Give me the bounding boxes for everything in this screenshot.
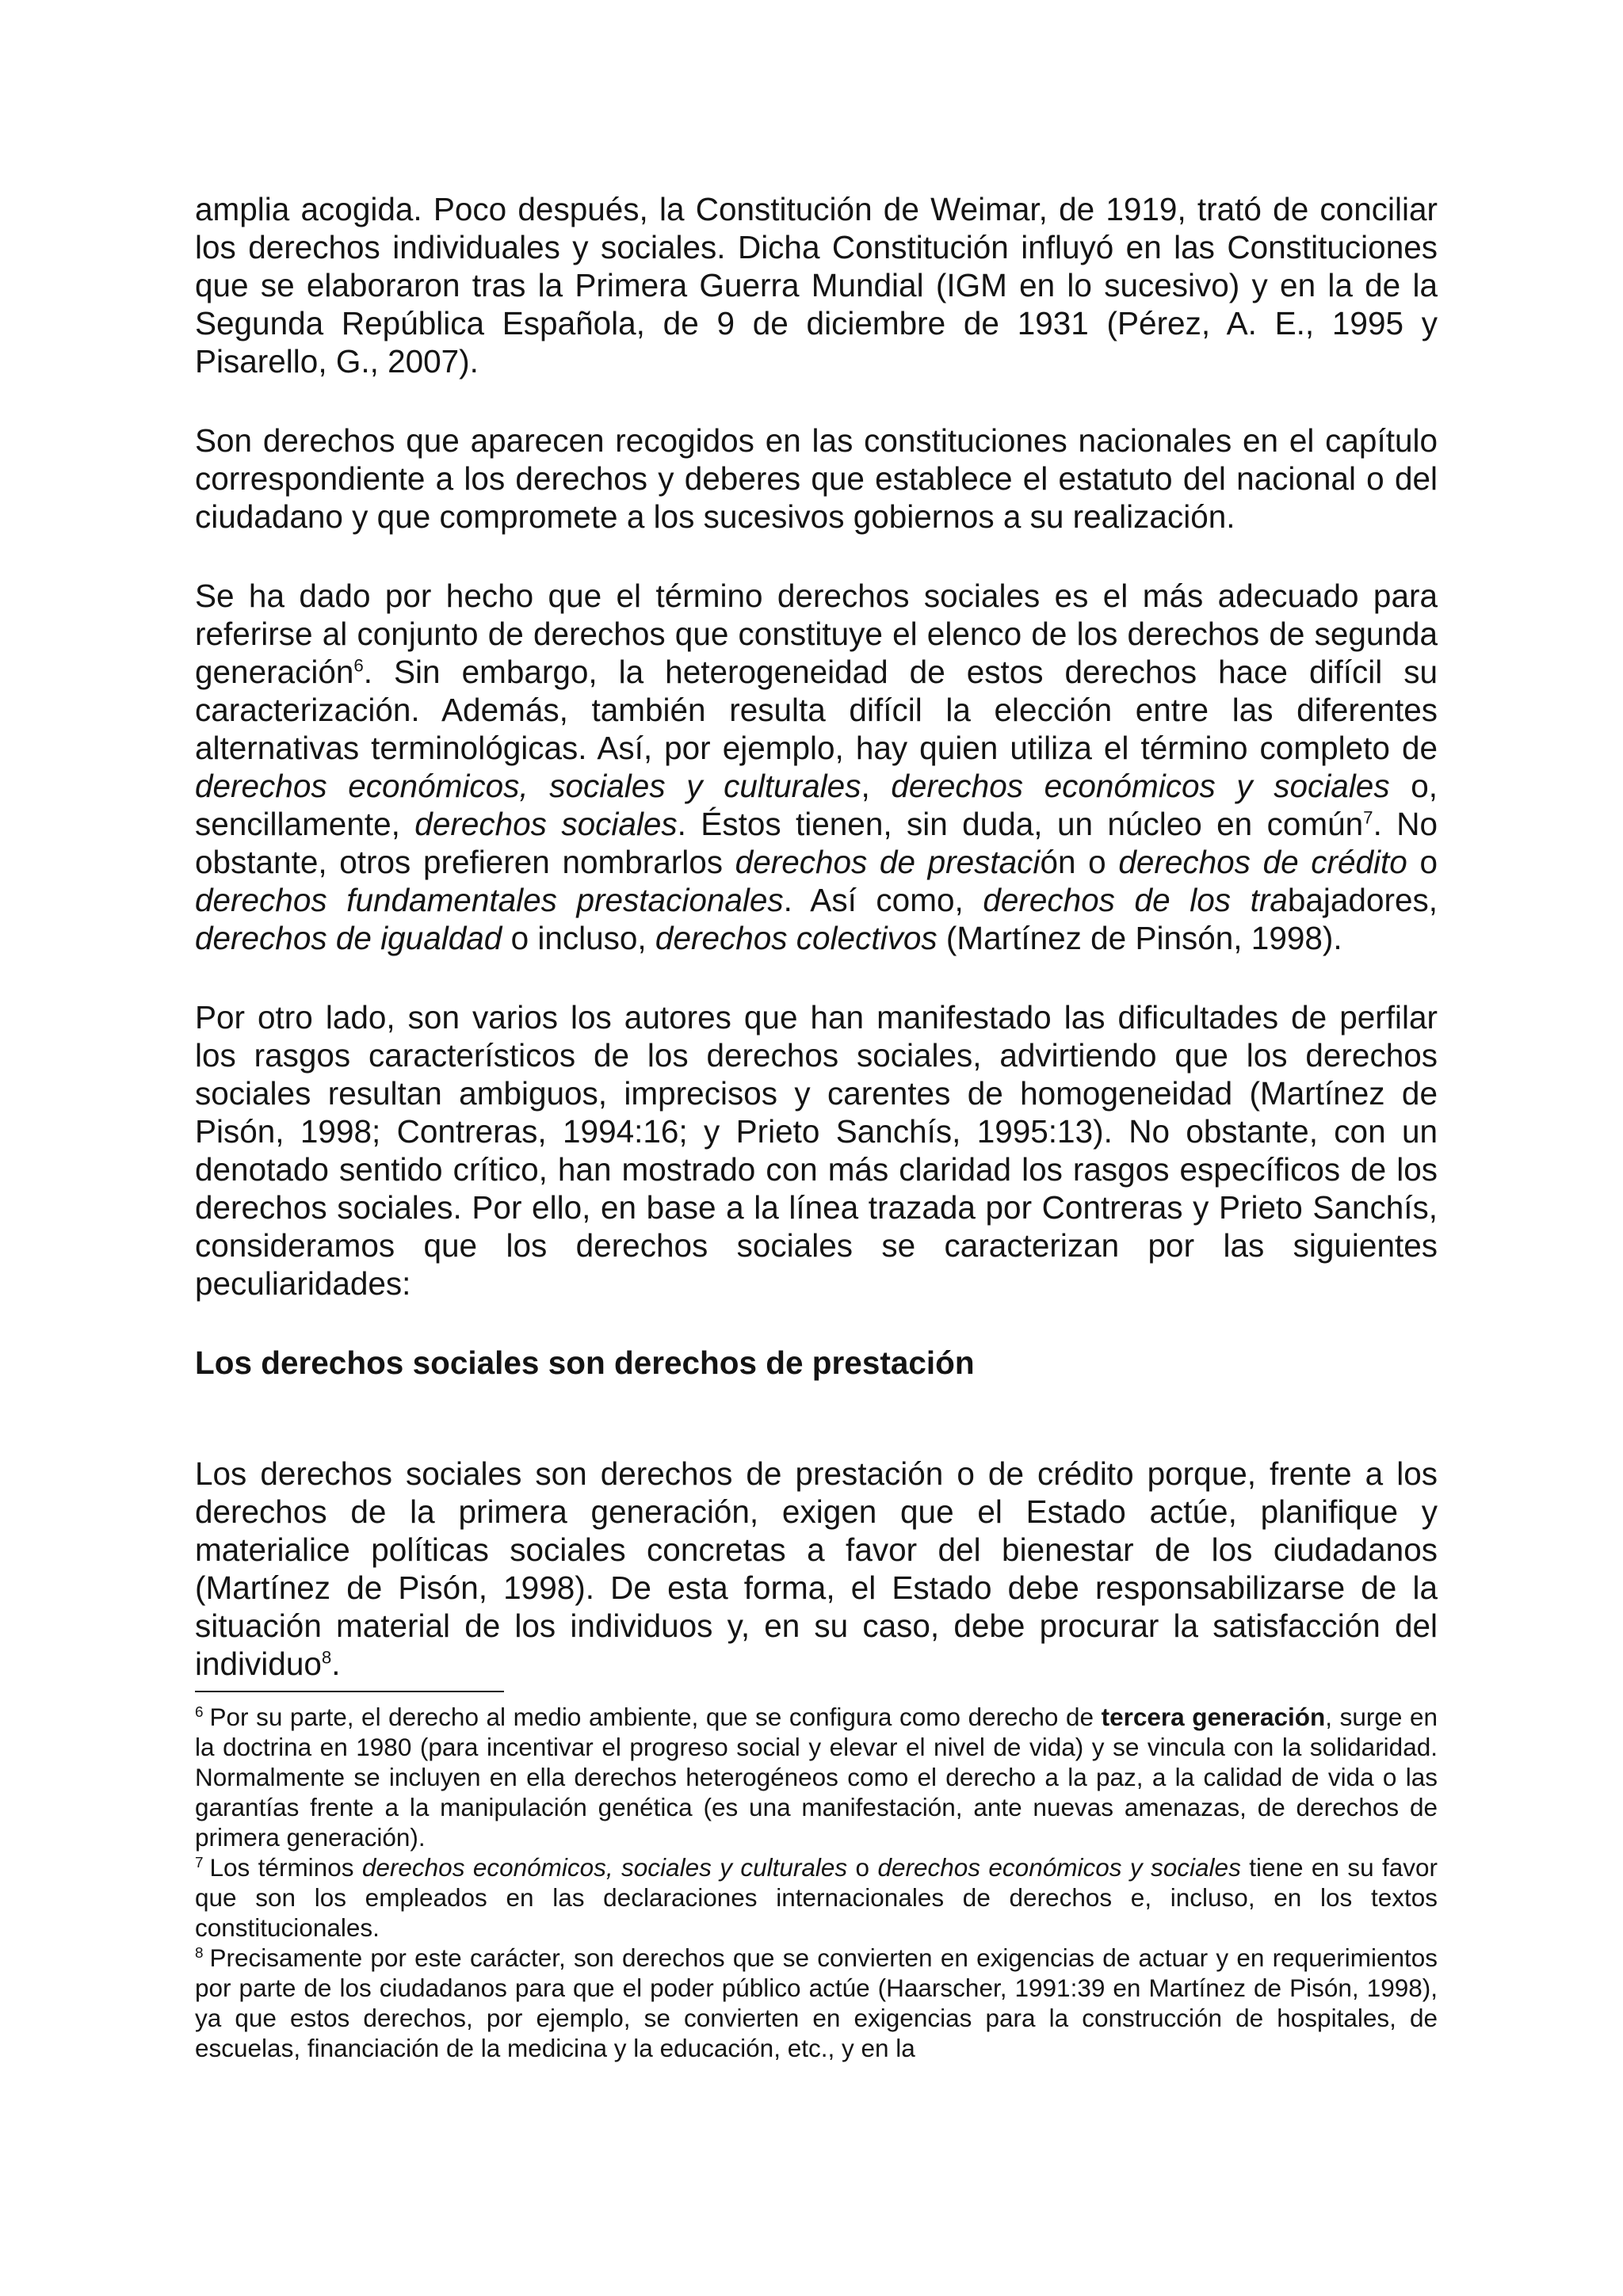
text-run: ón o	[1040, 844, 1119, 880]
italic-term: derechos económicos y sociales	[877, 1853, 1241, 1882]
text-run: , surge en la doctrina en 1980 (para incentivar el progreso social y elevar el nivel de vida) y se vincula con la solidaridad. Normalmente se incluyen en ella derechos heterogéneos como el derecho a la paz, a la calidad de vida o las garantías frente a la manipulación genética (es una manifestación, ante nuevas amenazas, de derechos de primera generación).	[195, 1703, 1438, 1852]
italic-term: derechos fundamentales prestacionales	[195, 882, 784, 918]
text-run: .	[331, 1646, 341, 1682]
footnote-6	[195, 1702, 1438, 1852]
footnote-mark: 7	[195, 1854, 204, 1871]
italic-term: derechos de prestaci	[735, 844, 1041, 880]
footnote-mark: 8	[195, 1944, 204, 1962]
footnote-ref-8[interactable]: 8	[321, 1647, 332, 1668]
document-page	[195, 190, 1438, 2063]
text-run: . Así como,	[783, 882, 983, 918]
italic-term: derechos de igualdad	[195, 920, 502, 956]
text-run: ,	[861, 768, 892, 804]
footnote-7	[195, 1852, 1438, 1943]
text-run: Por su parte, el derecho al medio ambiente, que se configura como derecho de	[209, 1703, 1102, 1731]
italic-term: derechos económicos y sociales	[891, 768, 1390, 804]
footnote-8	[195, 1943, 1438, 2063]
italic-term: derechos sociales	[414, 806, 678, 842]
text-run: Precisamente por este carácter, son derechos que se convierten en exigencias de actuar y en requerimientos por parte de los ciudadanos para que el poder público actúe (Haarscher, 1991:39 en Martínez de Pisón, 1998), ya que estos derechos, por ejemplo, se convierten en exigencias para la construcción de hospitales, de escuelas, financiación de la medicina y la educación, etc., y en la	[195, 1943, 1438, 2062]
paragraph-terminologia	[195, 577, 1438, 957]
text-run: o	[847, 1853, 878, 1882]
text-run: Los derechos sociales son derechos de prestación o de crédito porque, frente a los derechos de la primera generación, exigen que el Estado actúe, planifique y materialice políticas sociales concretas a favor del bienestar de los ciudadanos (Martínez de Pisón, 1998). De esta forma, el Estado debe responsabilizarse de la situación material de los individuos y, en su caso, debe procurar la satisfacción del individuo	[195, 1455, 1438, 1682]
footnote-ref-6[interactable]: 6	[353, 655, 364, 676]
footnote-mark: 6	[195, 1703, 204, 1721]
paragraph-rasgos: Por otro lado, son varios los autores que han manifestado las dificultades de perfilar los rasgos característicos de los derechos sociales, advirtiendo que los derechos sociales resultan ambiguos, imprecisos y carentes de homogeneidad (Martínez de Pisón, 1998; Contreras, 1994:16; y Prieto Sanchís, 1995:13). No obstante, con un denotado sentido crítico, han mostrado con más claridad los rasgos específicos de los derechos sociales. Por ello, en base a la línea trazada por Contreras y Prieto Sanchís, consideramos que los derechos sociales se caracterizan por las siguientes peculiaridades:	[195, 999, 1438, 1302]
paragraph-prestacion	[195, 1455, 1438, 1683]
italic-term: derechos de los tra	[983, 882, 1288, 918]
text-run: . Sin embargo, la heterogeneidad de estos derechos hace difícil su caracterización. Además, también resulta difícil la elección entre las diferentes alternativas terminológicas. Así, por ejemplo, hay quien utiliza el término completo de	[195, 654, 1438, 766]
text-run: Se ha dado por hecho que el término derechos sociales es el más adecuado para referirse al conjunto de derechos que constituye el elenco de los derechos de segunda generación	[195, 578, 1438, 690]
paragraph-constituciones: Son derechos que aparecen recogidos en las constituciones nacionales en el capítulo correspondiente a los derechos y deberes que establece el estatuto del nacional o del ciudadano y que compromete a los sucesivos gobiernos a su realización.	[195, 422, 1438, 535]
bold-term: tercera generación	[1101, 1703, 1326, 1731]
text-run: o incluso,	[502, 920, 655, 956]
footnote-separator	[195, 1691, 504, 1692]
text-run: tiene en su favor que son los empleados en las declaraciones internacionales de derechos e, incluso, en los textos constitucionales.	[195, 1853, 1438, 1942]
paragraph-weimar: amplia acogida. Poco después, la Constitución de Weimar, de 1919, trató de conciliar los derechos individuales y sociales. Dicha Constitución influyó en las Constituciones que se elaboraron tras la Primera Guerra Mundial (IGM en lo sucesivo) y en la de la Segunda República Española, de 9 de diciembre de 1931 (Pérez, A. E., 1995 y Pisarello, G., 2007).	[195, 191, 1438, 379]
text-run: o	[1407, 844, 1438, 880]
text-run: o, sencillamente,	[195, 768, 1438, 842]
text-run: . No obstante, otros prefieren nombrarlos	[195, 806, 1438, 880]
text-run: (Martínez de Pinsón, 1998).	[937, 920, 1342, 956]
footnote-ref-7[interactable]: 7	[1363, 807, 1373, 828]
text-run: Los términos	[209, 1853, 362, 1882]
text-run: bajadores,	[1287, 882, 1438, 918]
italic-term: derechos colectivos	[655, 920, 938, 956]
italic-term: derechos económicos, sociales y culturales	[195, 768, 861, 804]
section-heading: Los derechos sociales son derechos de prestación	[195, 1344, 975, 1381]
italic-term: derechos de crédito	[1118, 844, 1407, 880]
text-run: . Éstos tienen, sin duda, un núcleo en común	[677, 806, 1364, 842]
italic-term: derechos económicos, sociales y culturales	[361, 1853, 848, 1882]
